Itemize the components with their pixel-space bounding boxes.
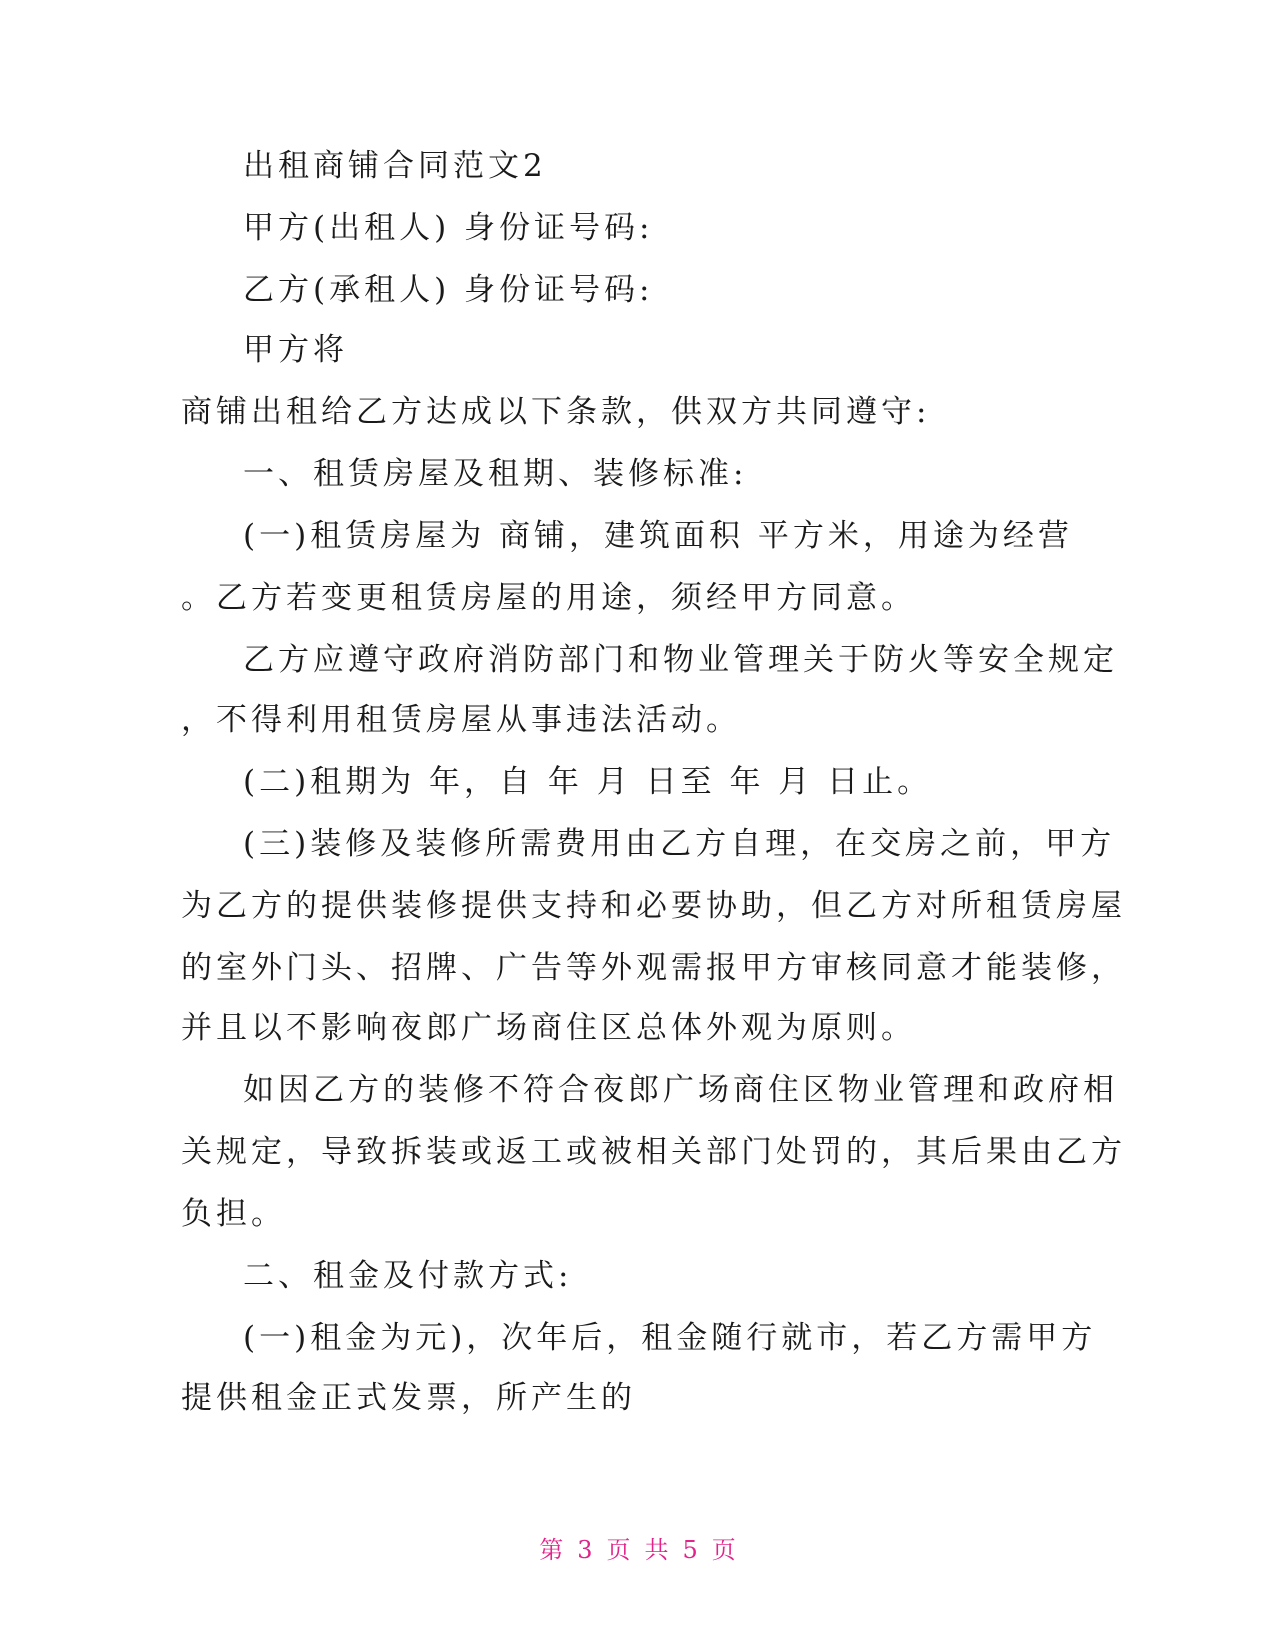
paragraph-line: 如因乙方的装修不符合夜郎广场商住区物业管理和政府相 [243,1072,1118,1108]
paragraph-line: (一)租赁房屋为 商铺，建筑面积 平方米，用途为经营 [243,518,1073,554]
paragraph-line: 为乙方的提供装修提供支持和必要协助，但乙方对所租赁房屋 [181,888,1126,924]
paragraph-line: (三)装修及装修所需费用由乙方自理，在交房之前，甲方 [243,826,1116,862]
footer-prefix: 第 [539,1536,564,1564]
section-heading: 一、租赁房屋及租期、装修标准: [243,456,748,492]
paragraph-line: 提供租金正式发票，所产生的 [181,1380,636,1416]
party-a-line: 甲方(出租人) 身份证号码: [243,210,654,246]
paragraph-line: (二)租期为 年，自 年 月 日至 年 月 日止。 [243,764,933,800]
paragraph-line: 乙方应遵守政府消防部门和物业管理关于防火等安全规定 [243,642,1118,678]
page-footer [0,1534,1275,1566]
paragraph-line: 关规定，导致拆装或返工或被相关部门处罚的，其后果由乙方 [181,1134,1126,1170]
paragraph-line: 并且以不影响夜郎广场商住区总体外观为原则。 [181,1010,916,1046]
footer-suffix: 页 [711,1536,736,1564]
paragraph-line: 。乙方若变更租赁房屋的用途，须经甲方同意。 [181,580,916,616]
footer-total-pages: 5 [682,1536,698,1564]
party-b-line: 乙方(承租人) 身份证号码: [243,272,654,308]
paragraph-line: ，不得利用租赁房屋从事违法活动。 [181,702,741,738]
paragraph-line: (一)租金为元)，次年后，租金随行就市，若乙方需甲方 [243,1320,1097,1356]
footer-current-page: 3 [577,1536,593,1564]
footer-page-word: 页 [606,1536,631,1564]
footer-total-word: 共 [644,1536,669,1564]
paragraph-line: 的室外门头、招牌、广告等外观需报甲方审核同意才能装修， [181,950,1126,986]
document-title: 出租商铺合同范文2 [243,148,547,184]
paragraph-line: 负担。 [181,1196,286,1232]
paragraph-line: 商铺出租给乙方达成以下条款，供双方共同遵守: [181,394,931,430]
section-heading: 二、租金及付款方式: [243,1258,573,1294]
paragraph-line: 甲方将 [243,332,348,368]
